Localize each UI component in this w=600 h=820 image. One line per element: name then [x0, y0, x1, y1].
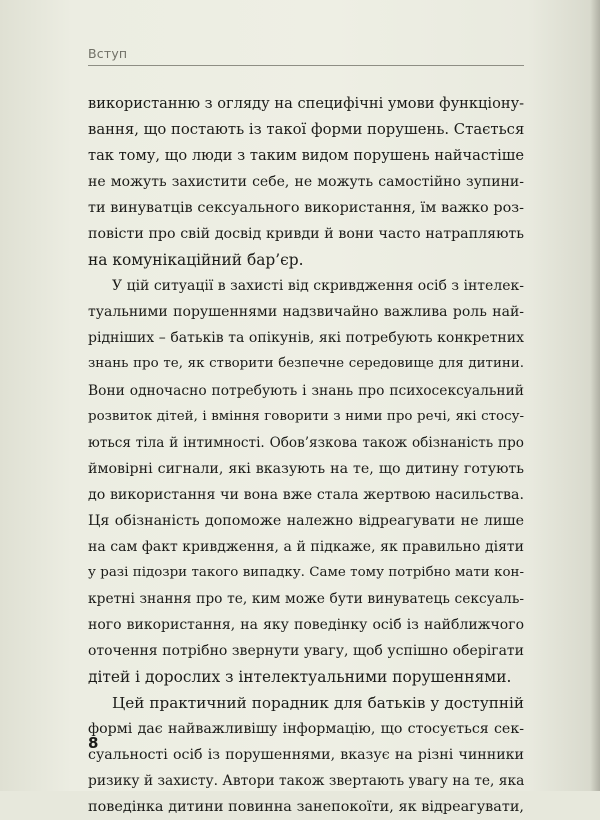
body-text [88, 91, 524, 820]
page-number: 8 [88, 734, 99, 752]
text-line: вання, що постають із такої форми порушень. Стається [88, 121, 525, 139]
text-line: оточення потрібно звернути увагу, щоб успішно оберігати [88, 642, 524, 659]
text-line: розвиток дітей, і вміння говорити з ними про речі, які стосу- [88, 408, 524, 424]
text-line: туальними порушеннями надзвичайно важлива роль най- [88, 304, 524, 321]
text-line: ти винуватців сексуального використання, їм важко роз- [88, 200, 524, 217]
text-line: у разі підозри такого випадку. Саме тому потрібно мати кон- [88, 564, 524, 580]
running-header-title: Вступ [88, 46, 128, 61]
text-line: У цій ситуації в захисті від скривдження осіб з інтелек- [112, 278, 524, 295]
page-edge-shadow [590, 0, 600, 791]
text-line: суальності осіб із порушеннями, вказує на різні чинники [88, 747, 524, 764]
text-line: не можуть захистити себе, не можуть самостійно зупини- [88, 174, 524, 191]
text-line: до використання чи вона вже стала жертвою насильства. [88, 486, 524, 503]
text-line: Ця обізнаність допоможе належно відреагувати не лише [88, 512, 524, 529]
text-line: формі дає найважливішу інформацію, що стосується сек- [88, 721, 524, 738]
text-line: повісти про свій досвід кривди й вони часто натрапляють [88, 226, 524, 243]
text-line: ймовірні сигнали, які вказують на те, що дитину готують [88, 460, 524, 477]
text-line: знань про те, як створити безпечне середовище для дитини. [88, 356, 524, 372]
text-line: ного використання, на яку поведінку осіб із найближчого [88, 616, 524, 633]
text-line: кретні знання про те, ким може бути винуватець сексуаль- [88, 590, 524, 607]
header-rule [88, 65, 524, 66]
text-line: рідніших – батьків та опікунів, які потребують конкретних [88, 330, 524, 347]
text-line: Вони одночасно потребують і знань про психосексуальний [88, 382, 524, 399]
text-line: поведінка дитини повинна занепокоїти, як відреагувати, [88, 799, 524, 816]
text-line: на комунікаційний бар’єр. [88, 251, 304, 270]
text-line: ються тіла й інтимності. Обов’язкова також обізнаність про [88, 434, 524, 451]
text-line: на сам факт кривдження, а й підкаже, як правильно діяти [88, 538, 524, 555]
text-line: використанню з огляду на специфічні умови функціону- [88, 95, 525, 112]
text-line: дітей і дорослих з інтелектуальними порушеннями. [88, 668, 512, 687]
running-header [88, 44, 524, 66]
text-line: так тому, що люди з таким видом порушень найчастіше [88, 147, 524, 165]
text-line: Цей практичний порадник для батьків у доступній [112, 694, 524, 713]
text-line: ризику й захисту. Автори також звертають увагу на те, яка [88, 773, 525, 790]
